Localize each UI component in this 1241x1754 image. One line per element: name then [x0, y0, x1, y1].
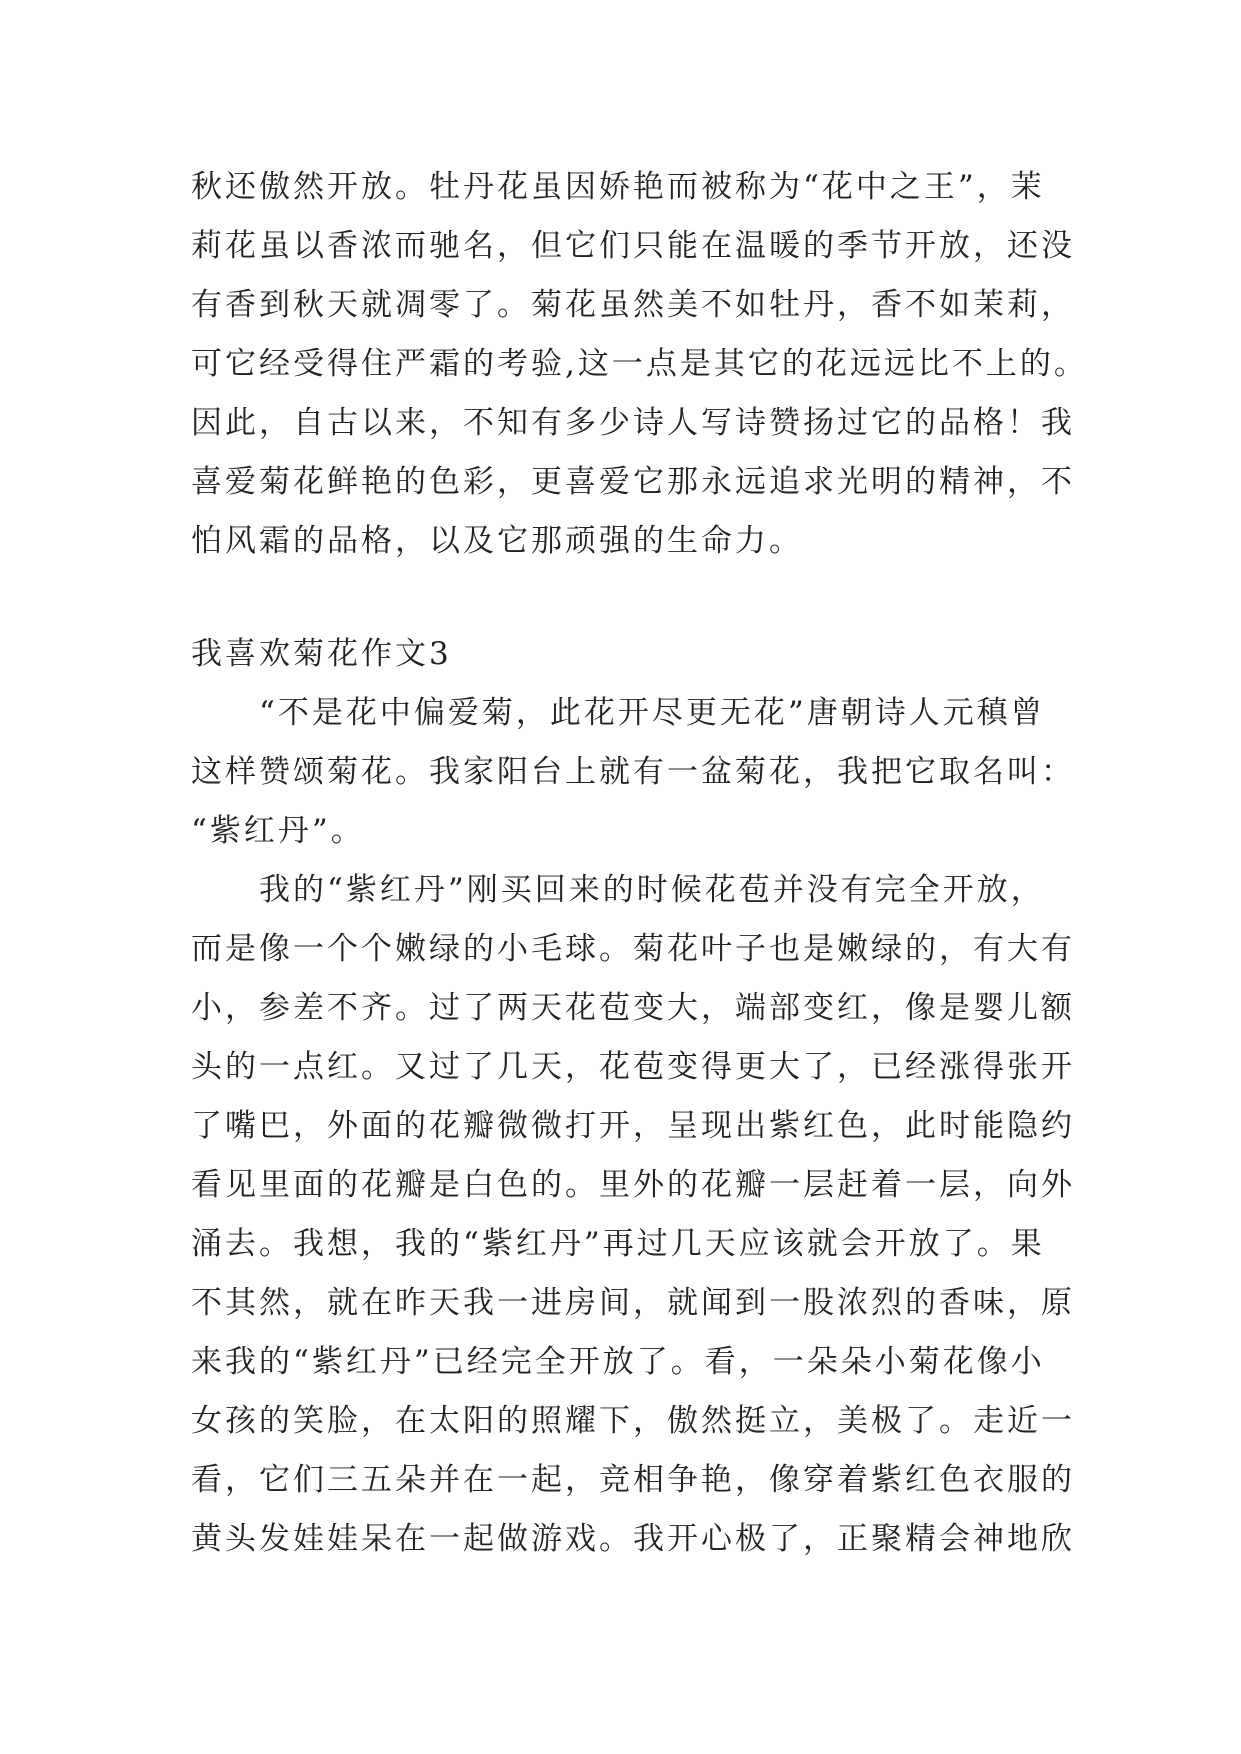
text-line: 头的一点红。又过了几天，花苞变得更大了，已经涨得张开 [191, 1049, 1075, 1085]
text-line: 而是像一个个嫩绿的小毛球。菊花叶子也是嫩绿的，有大有 [191, 931, 1075, 967]
text-line: 有香到秋天就凋零了。菊花虽然美不如牡丹，香不如茉莉， [191, 287, 1075, 323]
text-line: 秋还傲然开放。牡丹花虽因娇艳而被称为“花中之王”，茉 [191, 169, 1045, 205]
text-line: 黄头发娃娃呆在一起做游戏。我开心极了，正聚精会神地欣 [191, 1521, 1075, 1557]
text-line: 来我的“紫红丹”已经完全开放了。看，一朵朵小菊花像小 [191, 1344, 1045, 1380]
text-line: 我的“紫红丹”刚买回来的时候花苞并没有完全开放， [191, 872, 1045, 908]
text-line: 可它经受得住严霜的考验,这一点是其它的花远远比不上的。 [191, 346, 1088, 382]
text-line: 小，参差不齐。过了两天花苞变大，端部变红，像是婴儿额 [191, 990, 1075, 1026]
section-heading: 我喜欢菊花作文3 [191, 636, 452, 672]
paragraph-continued [191, 158, 1088, 571]
text-line: 了嘴巴，外面的花瓣微微打开，呈现出紫红色，此时能隐约 [191, 1108, 1075, 1144]
text-line: 不其然，就在昨天我一进房间，就闻到一股浓烈的香味，原 [191, 1285, 1075, 1321]
text-line: 这样赞颂菊花。我家阳台上就有一盆菊花，我把它取名叫： [191, 754, 1075, 790]
text-line: 因此，自古以来，不知有多少诗人写诗赞扬过它的品格！我 [191, 405, 1075, 441]
text-line: “不是花中偏爱菊，此花开尽更无花”唐朝诗人元稹曾 [191, 695, 1045, 731]
text-line: 看，它们三五朵并在一起，竞相争艳，像穿着紫红色衣服的 [191, 1462, 1075, 1498]
essay-section [191, 625, 1075, 1569]
text-line: 涌去。我想，我的“紫红丹”再过几天应该就会开放了。果 [191, 1226, 1045, 1262]
text-line: 莉花虽以香浓而驰名，但它们只能在温暖的季节开放，还没 [191, 228, 1075, 264]
text-line: 看见里面的花瓣是白色的。里外的花瓣一层赶着一层，向外 [191, 1167, 1075, 1203]
text-line: 女孩的笑脸，在太阳的照耀下，傲然挺立，美极了。走近一 [191, 1403, 1075, 1439]
text-line: 喜爱菊花鲜艳的色彩，更喜爱它那永远追求光明的精神，不 [191, 464, 1075, 500]
text-line: 怕风霜的品格，以及它那顽强的生命力。 [191, 523, 803, 559]
text-line: “紫红丹”。 [191, 813, 365, 849]
